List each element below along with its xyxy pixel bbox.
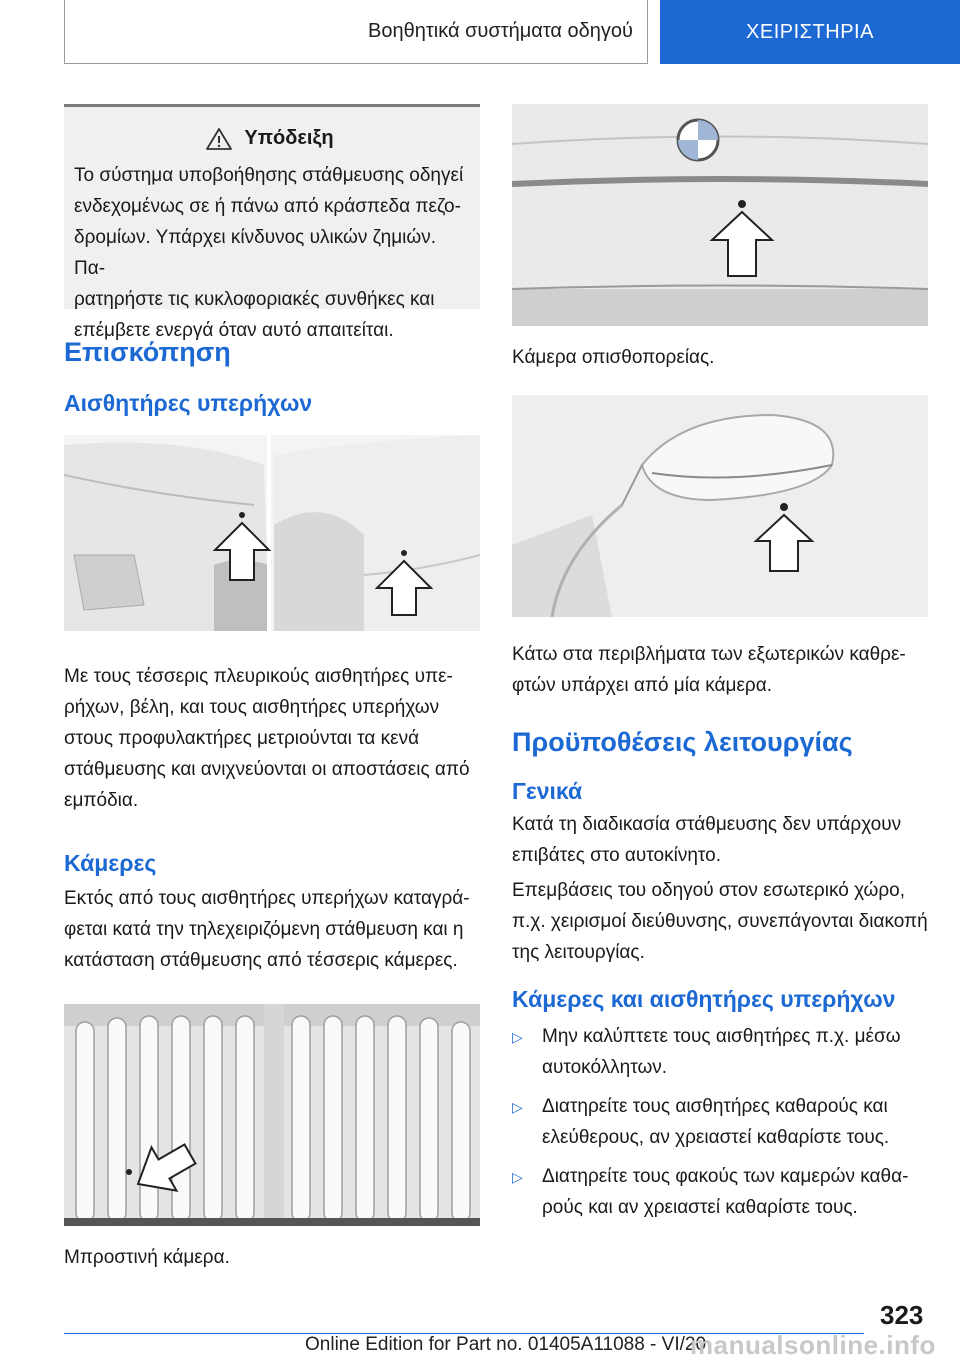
overview-heading: Επισκόπηση [64, 337, 231, 367]
bullet-item [512, 1091, 928, 1153]
cameras-text-line: Εκτός από τους αισθητήρες υπερήχων καταγρά- [64, 888, 470, 909]
mirror-illustration [512, 395, 928, 617]
requirements-heading: Προϋποθέσεις λειτουργίας [512, 727, 853, 757]
sensors-text-line: εμπόδια. [64, 790, 139, 811]
notice-line: επέμβετε ενεργά όταν αυτό απαιτείται. [74, 320, 394, 341]
mirror-camera-caption-line: Κάτω στα περιβλήματα των εξωτερικών καθρε- [512, 644, 906, 665]
general-p2-line: π.χ. χειρισμοί διεύθυνσης, συνεπάγονται διακοπή [512, 911, 928, 932]
notice-line: Το σύστημα υποβοήθησης στάθμευσης οδηγεί [74, 165, 464, 186]
notice-header [74, 127, 466, 150]
bullet-line: αυτοκόλλητων. [542, 1057, 668, 1078]
header-chapter-title: ΧΕΙΡΙΣΤΗΡΙΑ [746, 20, 874, 43]
cameras-heading: Κάμερες [64, 850, 157, 876]
grille-illustration [64, 1004, 480, 1226]
general-heading: Γενικά [512, 778, 583, 804]
ultrasonic-sensors-figure [64, 435, 480, 631]
warning-triangle-icon [206, 128, 232, 150]
triangle-bullet-icon: ▷ [512, 1169, 523, 1185]
trunk-illustration [512, 104, 928, 326]
bullet-line: Μην καλύπτετε τους αισθητήρες π.χ. μέσω [542, 1026, 901, 1047]
general-p1-line: Κατά τη διαδικασία στάθμευσης δεν υπάρχουν [512, 814, 902, 835]
rear-camera-caption: Κάμερα οπισθοπορείας. [512, 347, 715, 368]
general-p2-line: της λειτουργίας. [512, 942, 645, 963]
right-column [512, 104, 928, 1223]
general-p1-line: επιβάτες στο αυτοκίνητο. [512, 845, 721, 866]
page-number: 323 [880, 1300, 924, 1330]
sensors-text-line: στάθμευσης και ανιχνεύονται οι αποστάσεις από [64, 759, 470, 780]
sensors-illustration [64, 435, 480, 631]
front-camera-caption: Μπροστινή κάμερα. [64, 1247, 230, 1268]
notice-line: ρατηρήστε τις κυκλοφοριακές συνθήκες και [74, 289, 435, 310]
footer-edition: Online Edition for Part no. 01405A11088 - VI/20 [305, 1334, 707, 1355]
triangle-bullet-icon: ▷ [512, 1029, 523, 1045]
bullet-line: ρούς και αν χρειαστεί καθαρίστε τους. [542, 1197, 858, 1218]
notice-line: δρομίων. Υπάρχει κίνδυνος υλικών ζημιών. Πα- [74, 227, 436, 279]
cameras-text-line: κατάσταση στάθμευσης από τέσσερις κάμερες. [64, 950, 458, 971]
rear-camera-figure [512, 104, 928, 326]
notice-title: Υπόδειξη [244, 127, 334, 149]
cams-sensors-heading: Κάμερες και αισθητήρες υπερήχων [512, 986, 896, 1012]
cameras-text-line: φεται κατά την τηλεχειριζόμενη στάθμευση και η [64, 919, 464, 940]
notice-line: ενδεχομένως σε ή πάνω από κράσπεδα πεζο- [74, 196, 461, 217]
header-section-box [64, 0, 648, 64]
sensors-text-line: στους προφυλακτήρες μετριούνται τα κενά [64, 728, 420, 749]
bullet-item [512, 1021, 928, 1083]
bullet-item [512, 1161, 928, 1223]
mirror-camera-figure [512, 395, 928, 617]
sensors-text-line: ρήχων, βέλη, και τους αισθητήρες υπερήχων [64, 697, 440, 718]
front-camera-figure [64, 1004, 480, 1226]
header-chapter-tab [660, 0, 960, 64]
notice-box [64, 104, 480, 341]
bullet-line: Διατηρείτε τους φακούς των καμερών καθα- [542, 1166, 909, 1187]
general-p2-line: Επεμβάσεις του οδηγού στον εσωτερικό χώρο, [512, 880, 906, 901]
mirror-camera-caption-line: φτών υπάρχει από μία κάμερα. [512, 675, 772, 696]
bullet-line: ελεύθερους, αν χρειαστεί καθαρίστε τους. [542, 1127, 890, 1148]
header-section-title: Βοηθητικά συστήματα οδηγού [368, 20, 633, 42]
watermark-text: manualsonline.info [690, 1330, 936, 1360]
bullet-line: Διατηρείτε τους αισθητήρες καθαρούς και [542, 1096, 888, 1117]
left-column [64, 104, 480, 1273]
triangle-bullet-icon: ▷ [512, 1099, 523, 1115]
sensors-text-line: Με τους τέσσερις πλευρικούς αισθητήρες υπε- [64, 666, 453, 687]
sensors-heading: Αισθητήρες υπερήχων [64, 390, 313, 416]
